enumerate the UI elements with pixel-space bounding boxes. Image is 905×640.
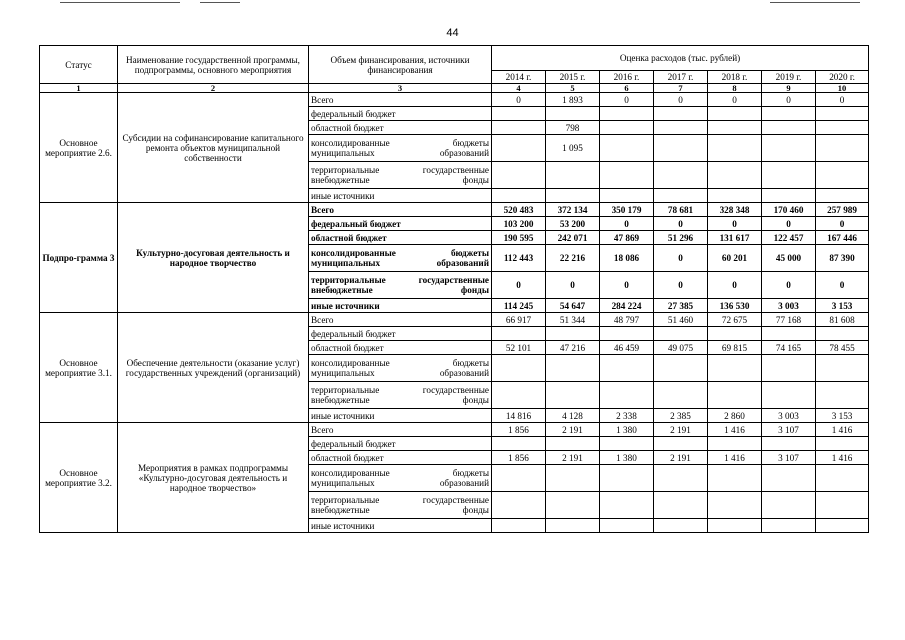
funding-source-cell: областной бюджет	[309, 341, 492, 355]
value-cell: 51 296	[654, 231, 708, 245]
funding-source-cell: консолидированные бюджеты муниципальных образований	[309, 355, 492, 382]
value-cell	[600, 107, 654, 121]
status-cell: Подпро-грамма 3	[40, 203, 118, 313]
funding-source-cell: иные источники	[309, 189, 492, 203]
value-cell: 122 457	[762, 231, 816, 245]
value-cell: 114 245	[492, 299, 546, 313]
page-number: 44	[446, 27, 459, 39]
value-cell: 54 647	[546, 299, 600, 313]
value-cell	[492, 327, 546, 341]
value-cell: 350 179	[600, 203, 654, 217]
scan-top-line	[60, 2, 180, 3]
table-row	[40, 423, 869, 437]
program-name-cell: Субсидии на софинансирование капитального ремонта объектов муниципальной собственности	[118, 93, 309, 203]
funding-source-cell: федеральный бюджет	[309, 107, 492, 121]
header-year: 2016 г.	[600, 71, 654, 84]
value-cell: 0	[762, 272, 816, 299]
value-cell: 78 681	[654, 203, 708, 217]
value-cell	[654, 135, 708, 162]
value-cell: 2 191	[654, 423, 708, 437]
value-cell: 49 075	[654, 341, 708, 355]
value-cell: 51 460	[654, 313, 708, 327]
value-cell	[492, 189, 546, 203]
value-cell	[762, 492, 816, 519]
funding-source-cell: консолидированные бюджеты муниципальных образований	[309, 135, 492, 162]
value-cell	[546, 382, 600, 409]
value-cell	[654, 355, 708, 382]
value-cell	[654, 189, 708, 203]
table-header	[40, 46, 869, 93]
value-cell: 3 153	[816, 299, 869, 313]
value-cell	[492, 437, 546, 451]
funding-source-cell: областной бюджет	[309, 231, 492, 245]
funding-source-cell: территориальные государственные внебюджетные фонды	[309, 382, 492, 409]
value-cell	[762, 465, 816, 492]
value-cell: 131 617	[708, 231, 762, 245]
value-cell	[546, 355, 600, 382]
value-cell: 0	[762, 217, 816, 231]
value-cell	[546, 437, 600, 451]
value-cell	[654, 121, 708, 135]
value-cell	[546, 465, 600, 492]
value-cell: 2 338	[600, 409, 654, 423]
value-cell: 0	[600, 272, 654, 299]
value-cell: 1 856	[492, 451, 546, 465]
value-cell	[492, 355, 546, 382]
column-number: 3	[309, 84, 492, 93]
status-cell: Основное мероприятие 3.1.	[40, 313, 118, 423]
value-cell	[600, 355, 654, 382]
value-cell	[492, 519, 546, 533]
value-cell: 77 168	[762, 313, 816, 327]
value-cell	[816, 465, 869, 492]
value-cell	[762, 189, 816, 203]
value-cell	[600, 327, 654, 341]
column-number: 9	[762, 84, 816, 93]
funding-source-cell: консолидированные бюджеты муниципальных образований	[309, 465, 492, 492]
table-body	[40, 93, 869, 533]
value-cell	[708, 135, 762, 162]
value-cell	[762, 382, 816, 409]
value-cell	[816, 437, 869, 451]
value-cell: 798	[546, 121, 600, 135]
value-cell: 66 917	[492, 313, 546, 327]
column-number: 10	[816, 84, 869, 93]
value-cell: 4 128	[546, 409, 600, 423]
value-cell: 0	[492, 93, 546, 107]
value-cell	[816, 121, 869, 135]
funding-source-cell: Всего	[309, 313, 492, 327]
value-cell: 2 191	[654, 451, 708, 465]
value-cell	[546, 162, 600, 189]
column-number: 7	[654, 84, 708, 93]
value-cell: 0	[816, 272, 869, 299]
column-number: 5	[546, 84, 600, 93]
value-cell: 170 460	[762, 203, 816, 217]
status-cell: Основное мероприятие 3.2.	[40, 423, 118, 533]
header-year: 2019 г.	[762, 71, 816, 84]
value-cell: 52 101	[492, 341, 546, 355]
header-year: 2017 г.	[654, 71, 708, 84]
value-cell	[816, 135, 869, 162]
value-cell: 0	[600, 217, 654, 231]
value-cell: 87 390	[816, 245, 869, 272]
program-name-cell: Мероприятия в рамках подпрограммы «Культурно-досуговая деятельность и народное творчество»	[118, 423, 309, 533]
value-cell	[762, 135, 816, 162]
value-cell: 103 200	[492, 217, 546, 231]
value-cell	[492, 107, 546, 121]
value-cell	[600, 382, 654, 409]
value-cell: 0	[708, 217, 762, 231]
value-cell	[600, 189, 654, 203]
value-cell	[816, 189, 869, 203]
value-cell	[708, 162, 762, 189]
value-cell: 190 595	[492, 231, 546, 245]
column-number: 8	[708, 84, 762, 93]
value-cell: 1 416	[816, 423, 869, 437]
value-cell: 0	[654, 217, 708, 231]
value-cell	[654, 107, 708, 121]
value-cell: 3 003	[762, 409, 816, 423]
value-cell	[654, 465, 708, 492]
value-cell: 1 416	[816, 451, 869, 465]
value-cell	[492, 382, 546, 409]
value-cell: 47 216	[546, 341, 600, 355]
value-cell	[708, 465, 762, 492]
value-cell	[762, 121, 816, 135]
value-cell	[600, 492, 654, 519]
column-number: 6	[600, 84, 654, 93]
value-cell	[762, 519, 816, 533]
funding-source-cell: федеральный бюджет	[309, 437, 492, 451]
value-cell	[546, 107, 600, 121]
header-year: 2018 г.	[708, 71, 762, 84]
value-cell	[708, 519, 762, 533]
funding-table	[39, 45, 869, 533]
value-cell	[816, 162, 869, 189]
value-cell	[546, 492, 600, 519]
funding-source-cell: федеральный бюджет	[309, 217, 492, 231]
value-cell: 53 200	[546, 217, 600, 231]
value-cell	[546, 519, 600, 533]
value-cell	[492, 465, 546, 492]
value-cell	[816, 355, 869, 382]
value-cell: 1 095	[546, 135, 600, 162]
value-cell	[600, 437, 654, 451]
header-year: 2015 г.	[546, 71, 600, 84]
value-cell: 3 153	[816, 409, 869, 423]
value-cell	[654, 162, 708, 189]
table-row	[40, 313, 869, 327]
value-cell	[708, 107, 762, 121]
table-row	[40, 203, 869, 217]
value-cell	[762, 355, 816, 382]
value-cell	[816, 492, 869, 519]
column-number: 2	[118, 84, 309, 93]
value-cell: 257 989	[816, 203, 869, 217]
value-cell: 1 893	[546, 93, 600, 107]
value-cell: 46 459	[600, 341, 654, 355]
value-cell: 72 675	[708, 313, 762, 327]
value-cell	[816, 519, 869, 533]
value-cell	[816, 107, 869, 121]
header-funding-source: Объем финансирования, источники финансирования	[309, 46, 492, 84]
value-cell	[654, 519, 708, 533]
value-cell: 78 455	[816, 341, 869, 355]
funding-source-cell: федеральный бюджет	[309, 327, 492, 341]
value-cell	[708, 121, 762, 135]
funding-source-cell: иные источники	[309, 409, 492, 423]
value-cell	[654, 327, 708, 341]
funding-source-cell: областной бюджет	[309, 121, 492, 135]
value-cell: 0	[816, 217, 869, 231]
value-cell	[546, 189, 600, 203]
value-cell: 1 416	[708, 423, 762, 437]
funding-source-cell: иные источники	[309, 519, 492, 533]
value-cell	[600, 519, 654, 533]
value-cell: 328 348	[708, 203, 762, 217]
value-cell	[492, 135, 546, 162]
value-cell: 0	[546, 272, 600, 299]
value-cell: 69 815	[708, 341, 762, 355]
value-cell: 372 134	[546, 203, 600, 217]
scan-top-line	[770, 2, 860, 3]
value-cell: 2 860	[708, 409, 762, 423]
header-status: Статус	[40, 46, 118, 84]
program-name-cell: Обеспечение деятельности (оказание услуг) государственных учреждений (организаций)	[118, 313, 309, 423]
value-cell: 0	[816, 93, 869, 107]
value-cell	[492, 121, 546, 135]
value-cell	[654, 492, 708, 519]
scan-top-line	[200, 2, 240, 3]
value-cell: 520 483	[492, 203, 546, 217]
value-cell: 18 086	[600, 245, 654, 272]
value-cell: 136 530	[708, 299, 762, 313]
value-cell	[762, 162, 816, 189]
value-cell: 167 446	[816, 231, 869, 245]
value-cell	[600, 465, 654, 492]
value-cell	[492, 492, 546, 519]
column-number: 1	[40, 84, 118, 93]
value-cell	[600, 135, 654, 162]
table-row	[40, 93, 869, 107]
value-cell: 2 191	[546, 423, 600, 437]
value-cell: 81 608	[816, 313, 869, 327]
value-cell	[708, 492, 762, 519]
value-cell	[600, 121, 654, 135]
value-cell: 3 107	[762, 423, 816, 437]
funding-source-cell: территориальные государственные внебюджетные фонды	[309, 162, 492, 189]
value-cell	[708, 437, 762, 451]
funding-source-cell: Всего	[309, 203, 492, 217]
value-cell	[708, 382, 762, 409]
value-cell: 1 380	[600, 451, 654, 465]
funding-source-cell: областной бюджет	[309, 451, 492, 465]
program-name-cell: Культурно-досуговая деятельность и народное творчество	[118, 203, 309, 313]
value-cell: 112 443	[492, 245, 546, 272]
value-cell	[816, 382, 869, 409]
value-cell	[762, 327, 816, 341]
value-cell	[816, 327, 869, 341]
value-cell: 1 856	[492, 423, 546, 437]
value-cell	[492, 162, 546, 189]
value-cell: 51 344	[546, 313, 600, 327]
value-cell	[600, 162, 654, 189]
value-cell	[708, 355, 762, 382]
value-cell: 74 165	[762, 341, 816, 355]
value-cell	[654, 437, 708, 451]
value-cell: 0	[492, 272, 546, 299]
value-cell	[762, 437, 816, 451]
value-cell: 48 797	[600, 313, 654, 327]
value-cell	[708, 327, 762, 341]
value-cell	[546, 327, 600, 341]
value-cell: 60 201	[708, 245, 762, 272]
header-cost-estimate: Оценка расходов (тыс. рублей)	[492, 46, 869, 71]
value-cell: 0	[708, 272, 762, 299]
value-cell: 2 191	[546, 451, 600, 465]
value-cell: 0	[654, 245, 708, 272]
value-cell: 3 003	[762, 299, 816, 313]
value-cell: 0	[708, 93, 762, 107]
value-cell: 27 385	[654, 299, 708, 313]
value-cell: 0	[600, 93, 654, 107]
funding-source-cell: территориальные государственные внебюджетные фонды	[309, 492, 492, 519]
value-cell: 0	[654, 272, 708, 299]
header-year: 2020 г.	[816, 71, 869, 84]
value-cell: 284 224	[600, 299, 654, 313]
value-cell	[654, 382, 708, 409]
status-cell: Основное мероприятие 2.6.	[40, 93, 118, 203]
funding-source-cell: Всего	[309, 93, 492, 107]
value-cell: 2 385	[654, 409, 708, 423]
funding-source-cell: консолидированные бюджеты муниципальных образований	[309, 245, 492, 272]
value-cell: 47 869	[600, 231, 654, 245]
funding-source-cell: иные источники	[309, 299, 492, 313]
value-cell: 14 816	[492, 409, 546, 423]
value-cell: 45 000	[762, 245, 816, 272]
value-cell: 0	[762, 93, 816, 107]
value-cell	[708, 189, 762, 203]
value-cell: 0	[654, 93, 708, 107]
column-number: 4	[492, 84, 546, 93]
value-cell: 242 071	[546, 231, 600, 245]
header-program-name: Наименование государственной программы, подпрограммы, основного мероприятия	[118, 46, 309, 84]
value-cell: 22 216	[546, 245, 600, 272]
value-cell: 1 380	[600, 423, 654, 437]
value-cell: 1 416	[708, 451, 762, 465]
funding-source-cell: Всего	[309, 423, 492, 437]
funding-source-cell: территориальные государственные внебюджетные фонды	[309, 272, 492, 299]
header-year: 2014 г.	[492, 71, 546, 84]
value-cell: 3 107	[762, 451, 816, 465]
value-cell	[762, 107, 816, 121]
